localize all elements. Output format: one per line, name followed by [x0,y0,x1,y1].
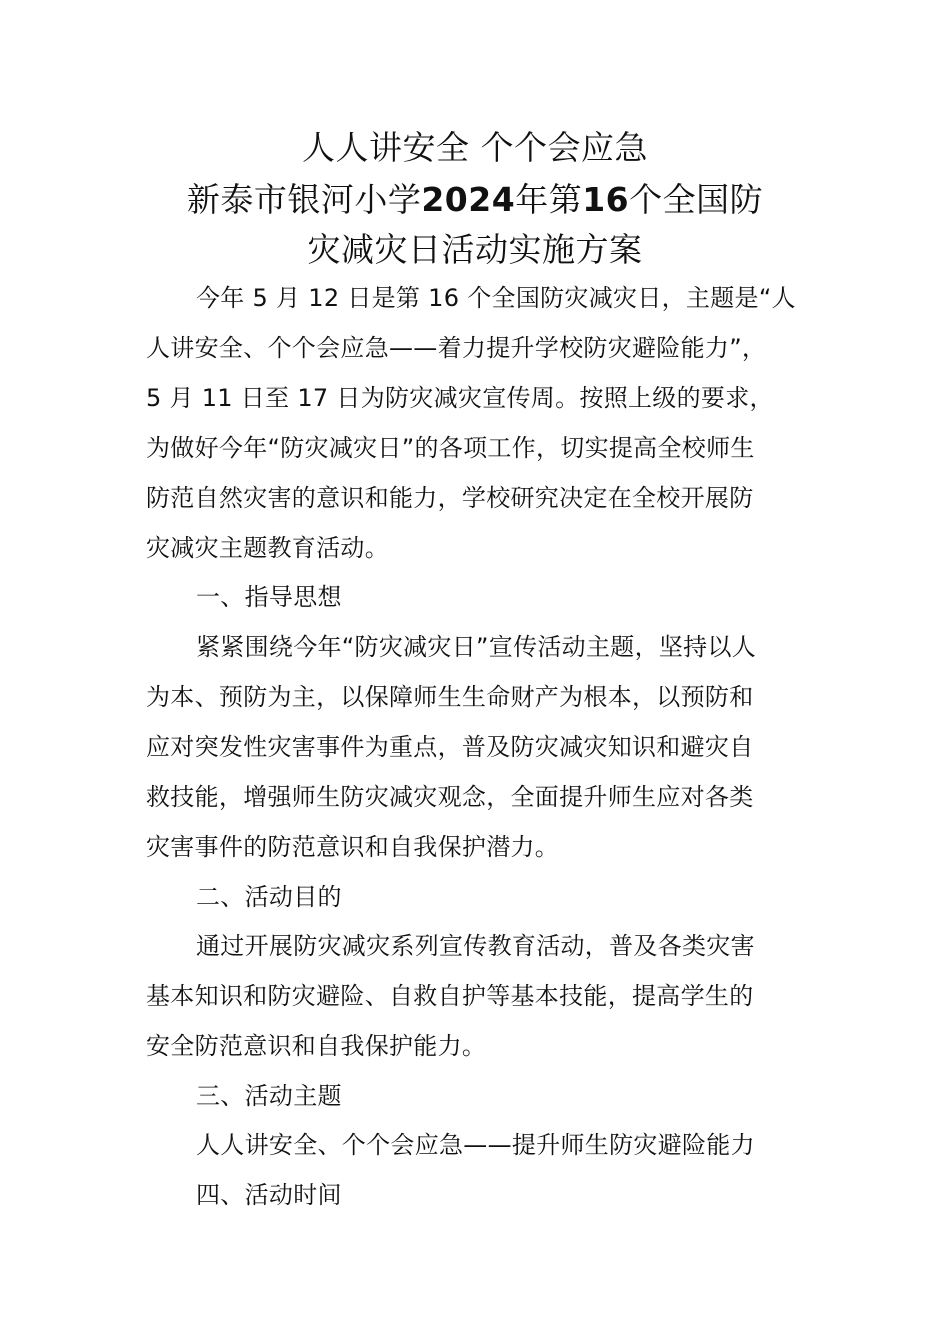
title-line-2-part-c: 年第 [515,180,583,219]
title-line-2-part-a: 新泰市银河小学 [186,180,422,219]
body-line: 防范自然灾害的意识和能力，学校研究决定在全校开展防 [146,484,754,512]
body-line: 通过开展防灾减灾系列宣传教育活动，普及各类灾害 [196,932,755,960]
title-line-2-part-e: 个全国防 [629,180,764,219]
title-line-3: 灾减灾日活动实施方案 [307,230,643,269]
body-line: 应对突发性灾害事件为重点，普及防灾减灾知识和避灾自 [146,733,754,761]
title-line-2-year: 2024 [421,180,516,219]
title-line-2 [0,176,950,224]
title-line-2-number: 16 [582,180,630,219]
body-line: 人讲安全、个个会应急——着力提升学校防灾避险能力”， [146,334,767,362]
body-line: 灾害事件的防范意识和自我保护潜力。 [146,833,560,861]
body-line: 救技能，增强师生防灾减灾观念，全面提升师生应对各类 [146,783,754,811]
section-heading-3: 三、活动主题 [196,1082,342,1110]
body-line: 灾减灾主题教育活动。 [146,534,389,562]
body-line: 紧紧围绕今年“防灾减灾日”宣传活动主题，坚持以人 [196,633,757,661]
body-line: 基本知识和防灾避险、自救自护等基本技能，提高学生的 [146,982,754,1010]
body-line: 安全防范意识和自我保护能力。 [146,1032,487,1060]
body-line: 今年 5 月 12 日是第 16 个全国防灾减灾日，主题是“人 [196,284,796,312]
body-line: 5 月 11 日至 17 日为防灾减灾宣传周。按照上级的要求， [146,384,774,412]
section-heading-4: 四、活动时间 [196,1181,342,1209]
body-line: 为做好今年“防灾减灾日”的各项工作，切实提高全校师生 [146,434,755,462]
section-heading-1: 一、指导思想 [196,583,342,611]
body-line: 人人讲安全、个个会应急——提升师生防灾避险能力 [196,1131,755,1159]
body-line: 为本、预防为主，以保障师生生命财产为根本，以预防和 [146,683,754,711]
section-heading-2: 二、活动目的 [196,883,342,911]
title-line-1: 人人讲安全 个个会应急 [302,128,648,167]
